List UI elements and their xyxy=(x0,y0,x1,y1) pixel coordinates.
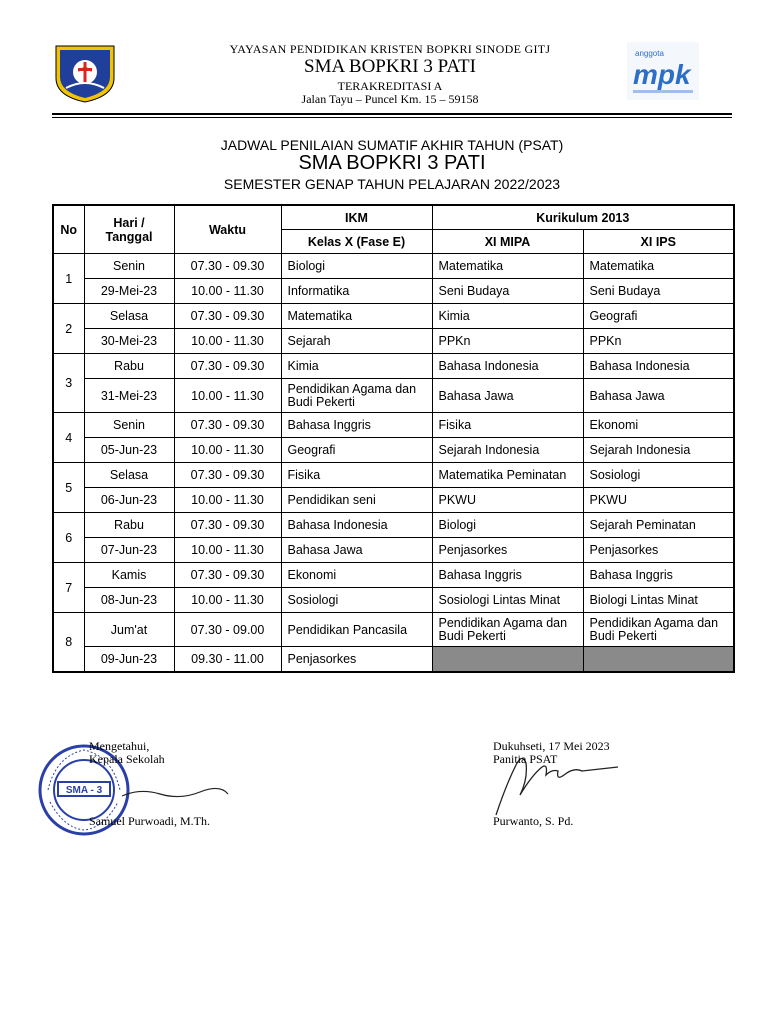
day-number: 2 xyxy=(53,304,84,354)
date-cell: 29-Mei-23 xyxy=(84,279,174,304)
date-cell: 31-Mei-23 xyxy=(84,379,174,413)
time-cell: 10.00 - 11.30 xyxy=(174,329,281,354)
table-row xyxy=(53,379,734,413)
kelas-x-cell: Bahasa Inggris xyxy=(281,413,432,438)
xi-mipa-cell: Matematika xyxy=(432,254,583,279)
mpk-badge xyxy=(627,42,699,100)
day-cell: Rabu xyxy=(84,354,174,379)
time-cell: 10.00 - 11.30 xyxy=(174,438,281,463)
day-number: 5 xyxy=(53,463,84,513)
xi-mipa-cell: Penjasorkes xyxy=(432,538,583,563)
kelas-x-cell: Geografi xyxy=(281,438,432,463)
header-no: No xyxy=(53,205,84,254)
xi-ips-cell: Sosiologi xyxy=(583,463,734,488)
xi-ips-cell: Pendidikan Agama dan Budi Pekerti xyxy=(583,613,734,647)
day-cell: Kamis xyxy=(84,563,174,588)
day-number: 7 xyxy=(53,563,84,613)
xi-mipa-cell-empty xyxy=(432,647,583,672)
kelas-x-cell: Informatika xyxy=(281,279,432,304)
date-cell: 06-Jun-23 xyxy=(84,488,174,513)
left-signature-block xyxy=(89,740,165,766)
header-xi-mipa: XI MIPA xyxy=(432,230,583,254)
date-cell: 09-Jun-23 xyxy=(84,647,174,672)
xi-ips-cell: PPKn xyxy=(583,329,734,354)
letterhead-rule-thick xyxy=(52,113,732,115)
kelas-x-cell: Pendidikan Agama dan Budi Pekerti xyxy=(281,379,432,413)
xi-ips-cell: Seni Budaya xyxy=(583,279,734,304)
right-signature-block xyxy=(493,740,610,766)
day-cell: Jum'at xyxy=(84,613,174,647)
xi-mipa-cell: Kimia xyxy=(432,304,583,329)
kelas-x-cell: Ekonomi xyxy=(281,563,432,588)
kelas-x-cell: Biologi xyxy=(281,254,432,279)
table-row xyxy=(53,304,734,329)
day-number: 6 xyxy=(53,513,84,563)
school-name: SMA BOPKRI 3 PATI xyxy=(304,56,476,77)
header-kelas-x: Kelas X (Fase E) xyxy=(281,230,432,254)
day-cell: Rabu xyxy=(84,513,174,538)
day-cell: Senin xyxy=(84,254,174,279)
time-cell: 10.00 - 11.30 xyxy=(174,279,281,304)
xi-ips-cell-empty xyxy=(583,647,734,672)
xi-mipa-cell: Seni Budaya xyxy=(432,279,583,304)
time-cell: 10.00 - 11.30 xyxy=(174,538,281,563)
table-row xyxy=(53,329,734,354)
kelas-x-cell: Penjasorkes xyxy=(281,647,432,672)
time-cell: 07.30 - 09.30 xyxy=(174,513,281,538)
header-time: Waktu xyxy=(174,205,281,254)
xi-mipa-cell: Bahasa Indonesia xyxy=(432,354,583,379)
xi-mipa-cell: Sejarah Indonesia xyxy=(432,438,583,463)
xi-mipa-cell: Fisika xyxy=(432,413,583,438)
xi-ips-cell: Bahasa Indonesia xyxy=(583,354,734,379)
time-cell: 07.30 - 09.30 xyxy=(174,304,281,329)
right-place-date: Dukuhseti, 17 Mei 2023 xyxy=(493,739,610,753)
table-row xyxy=(53,279,734,304)
school-logo-icon xyxy=(52,42,118,104)
mpk-main-text: mpk xyxy=(633,59,691,90)
time-cell: 09.30 - 11.00 xyxy=(174,647,281,672)
time-cell: 07.30 - 09.30 xyxy=(174,563,281,588)
time-cell: 07.30 - 09.30 xyxy=(174,413,281,438)
time-cell: 10.00 - 11.30 xyxy=(174,379,281,413)
school-address: Jalan Tayu – Puncel Km. 15 – 59158 xyxy=(301,92,479,106)
date-cell: 30-Mei-23 xyxy=(84,329,174,354)
time-cell: 07.30 - 09.30 xyxy=(174,254,281,279)
schedule-table xyxy=(52,204,735,673)
kelas-x-cell: Bahasa Jawa xyxy=(281,538,432,563)
xi-mipa-cell: Sosiologi Lintas Minat xyxy=(432,588,583,613)
schedule-semester: SEMESTER GENAP TAHUN PELAJARAN 2022/2023 xyxy=(223,176,561,192)
day-number: 4 xyxy=(53,413,84,463)
time-cell: 10.00 - 11.30 xyxy=(174,488,281,513)
table-row xyxy=(53,254,734,279)
date-cell: 08-Jun-23 xyxy=(84,588,174,613)
xi-ips-cell: Sejarah Indonesia xyxy=(583,438,734,463)
table-row xyxy=(53,488,734,513)
left-acknowledge: Mengetahui, xyxy=(89,739,150,753)
schedule-title: JADWAL PENILAIAN SUMATIF AKHIR TAHUN (PSAT) xyxy=(220,137,564,153)
xi-mipa-cell: Matematika Peminatan xyxy=(432,463,583,488)
headmaster-signature-icon xyxy=(120,770,230,810)
day-number: 1 xyxy=(53,254,84,304)
xi-ips-cell: Bahasa Jawa xyxy=(583,379,734,413)
kelas-x-cell: Matematika xyxy=(281,304,432,329)
xi-ips-cell: PKWU xyxy=(583,488,734,513)
xi-ips-cell: Geografi xyxy=(583,304,734,329)
table-row xyxy=(53,354,734,379)
xi-mipa-cell: Biologi xyxy=(432,513,583,538)
xi-ips-cell: Ekonomi xyxy=(583,413,734,438)
time-cell: 07.30 - 09.00 xyxy=(174,613,281,647)
header-xi-ips: XI IPS xyxy=(583,230,734,254)
kelas-x-cell: Sosiologi xyxy=(281,588,432,613)
xi-ips-cell: Bahasa Inggris xyxy=(583,563,734,588)
stamp-text: SMA - 3 xyxy=(65,785,103,796)
xi-mipa-cell: Pendidikan Agama dan Budi Pekerti xyxy=(432,613,583,647)
right-role: Panitia PSAT xyxy=(493,752,558,766)
table-row xyxy=(53,513,734,538)
date-cell: 07-Jun-23 xyxy=(84,538,174,563)
xi-ips-cell: Biologi Lintas Minat xyxy=(583,588,734,613)
day-cell: Senin xyxy=(84,413,174,438)
headmaster-name: Samuel Purwoadi, M.Th. xyxy=(89,814,210,828)
xi-mipa-cell: Bahasa Inggris xyxy=(432,563,583,588)
mpk-small-text: anggota xyxy=(635,49,664,58)
time-cell: 10.00 - 11.30 xyxy=(174,588,281,613)
time-cell: 07.30 - 09.30 xyxy=(174,354,281,379)
schedule-school: SMA BOPKRI 3 PATI xyxy=(298,152,486,174)
day-number: 8 xyxy=(53,613,84,672)
time-cell: 07.30 - 09.30 xyxy=(174,463,281,488)
date-cell: 05-Jun-23 xyxy=(84,438,174,463)
table-row xyxy=(53,463,734,488)
xi-ips-cell: Matematika xyxy=(583,254,734,279)
table-row xyxy=(53,588,734,613)
day-cell: Selasa xyxy=(84,304,174,329)
mpk-logo-icon xyxy=(627,42,699,100)
table-row xyxy=(53,563,734,588)
kelas-x-cell: Kimia xyxy=(281,354,432,379)
table-row xyxy=(53,538,734,563)
committee-name: Purwanto, S. Pd. xyxy=(493,814,574,828)
left-role: Kepala Sekolah xyxy=(89,752,165,766)
xi-ips-cell: Penjasorkes xyxy=(583,538,734,563)
table-row xyxy=(53,647,734,672)
day-number: 3 xyxy=(53,354,84,413)
foundation-name: YAYASAN PENDIDIKAN KRISTEN BOPKRI SINODE GITJ xyxy=(229,42,551,56)
kelas-x-cell: Fisika xyxy=(281,463,432,488)
table-row xyxy=(53,613,734,647)
xi-mipa-cell: PKWU xyxy=(432,488,583,513)
kelas-x-cell: Pendidikan Pancasila xyxy=(281,613,432,647)
table-row xyxy=(53,438,734,463)
xi-mipa-cell: Bahasa Jawa xyxy=(432,379,583,413)
table-row xyxy=(53,413,734,438)
xi-mipa-cell: PPKn xyxy=(432,329,583,354)
header-ikm: IKM xyxy=(281,205,432,230)
header-day-date: Hari / Tanggal xyxy=(84,205,174,254)
accreditation: TERAKREDITASI A xyxy=(337,79,443,93)
letterhead-rule-thin xyxy=(52,117,732,118)
kelas-x-cell: Bahasa Indonesia xyxy=(281,513,432,538)
header-kurikulum: Kurikulum 2013 xyxy=(432,205,734,230)
kelas-x-cell: Pendidikan seni xyxy=(281,488,432,513)
kelas-x-cell: Sejarah xyxy=(281,329,432,354)
day-cell: Selasa xyxy=(84,463,174,488)
xi-ips-cell: Sejarah Peminatan xyxy=(583,513,734,538)
